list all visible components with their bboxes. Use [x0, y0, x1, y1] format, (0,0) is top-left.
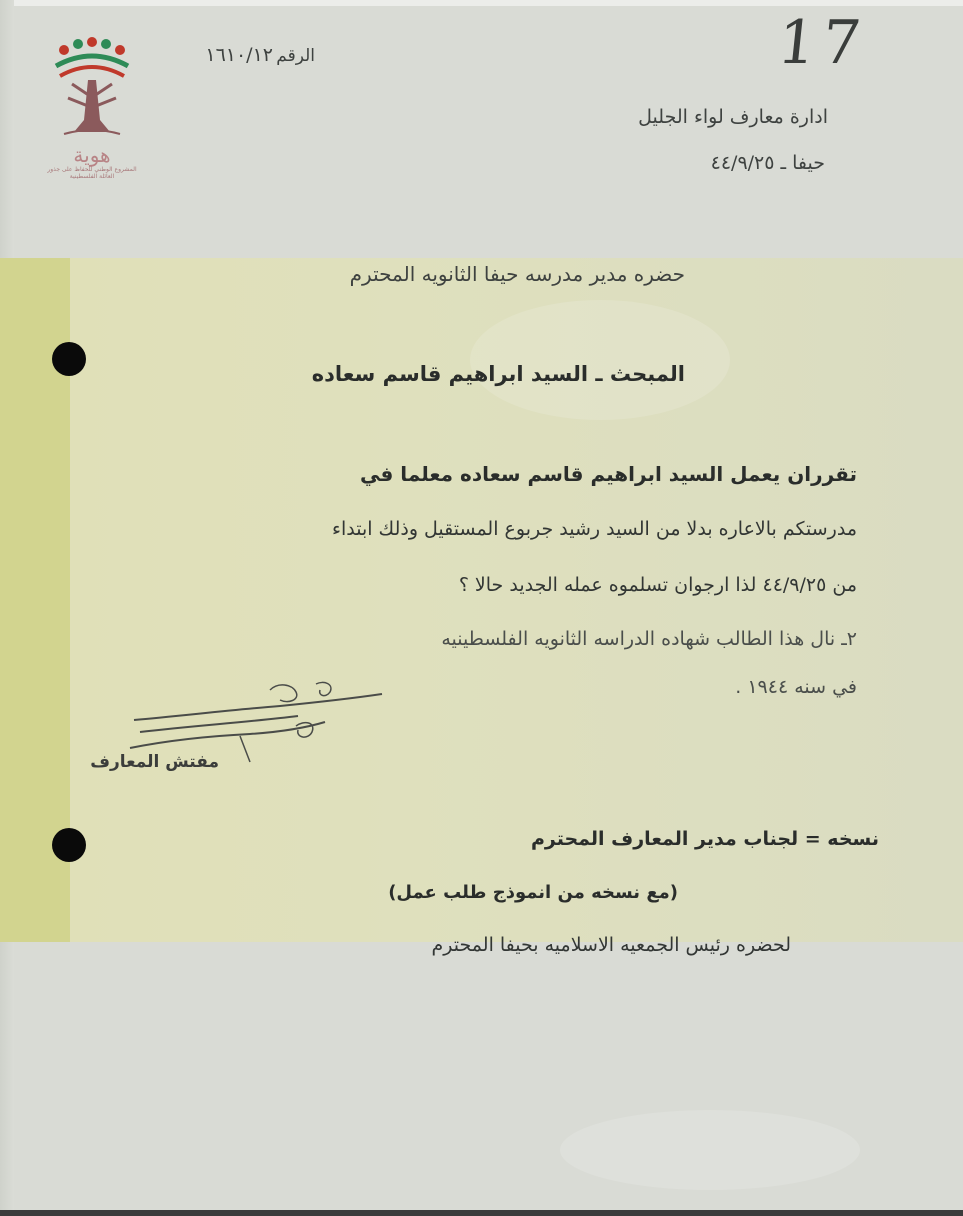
body-line-2: مدرستكم بالاعاره بدلا من السيد رشيد جربوع المستقيل وذلك ابتداء	[332, 518, 857, 540]
reference-label: الرقم	[276, 46, 315, 66]
body-line-3: من ٤٤/٩/٢٥ لذا ارجوان تسلموه عمله الجديد حالا ؟	[458, 574, 857, 596]
place-date: حيفا ـ ٤٤/٩/٢٥	[710, 152, 825, 174]
copies-line-3: لحضره رئيس الجمعيه الاسلاميه بحيفا المحترم	[431, 934, 791, 956]
punch-hole-bottom	[52, 828, 86, 862]
scan-bottom-edge	[0, 1210, 963, 1216]
paper-stain	[560, 1110, 860, 1190]
logo-wordmark: هوية	[73, 143, 111, 167]
body-line-4: ٢ـ نال هذا الطالب شهاده الدراسه الثانويه الفلسطينيه	[441, 628, 857, 650]
body-line-5: في سنه ١٩٤٤ .	[735, 676, 857, 698]
page-number: 17	[774, 8, 871, 78]
tree-icon	[64, 80, 120, 134]
addressee-line: حضره مدير مدرسه حيفا الثانويه المحترم	[349, 262, 685, 286]
copies-line-1: نسخه = لجناب مدير المعارف المحترم	[530, 828, 879, 850]
body-line-1: تقرران يعمل السيد ابراهيم قاسم سعاده معلما في	[360, 462, 857, 486]
logo-caption: المشروع الوطني للحفاظ على جذور العائلة الفلسطينية	[47, 166, 137, 180]
copies-line-2: (مع نسخه من انموذج طلب عمل)	[388, 882, 678, 903]
people-circle-icon	[56, 37, 128, 76]
office-heading: ادارة معارف لواء الجليل	[638, 106, 828, 128]
scan-top-strip	[0, 0, 963, 6]
subject-line: المبحث ـ السيد ابراهيم قاسم سعاده	[311, 362, 685, 386]
reference-number: ١٦١٠/١٢	[205, 44, 273, 66]
paper-stain	[470, 300, 730, 420]
punch-hole-top	[52, 342, 86, 376]
signature-title: مفتش المعارف	[90, 752, 219, 772]
